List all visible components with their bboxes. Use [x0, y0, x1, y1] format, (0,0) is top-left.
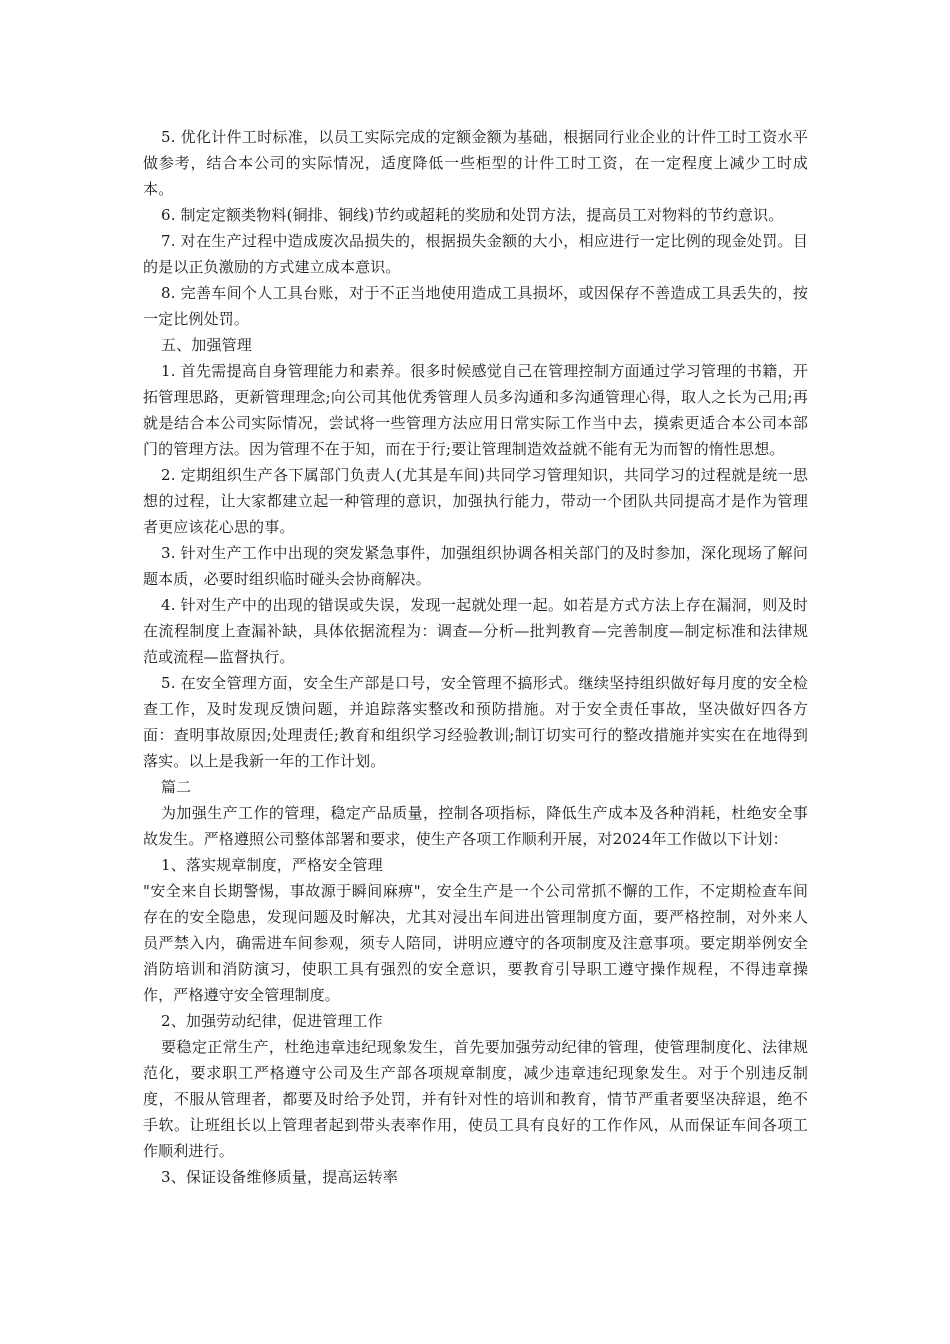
paragraph: 五、加强管理 — [161, 336, 252, 354]
paragraph: 要稳定正常生产，杜绝违章违纪现象发生，首先要加强劳动纪律的管理，使管理制度化、法律规范化，要求职工严格遵守公司及生产部各项规章制度，减少违章违纪现象发生。对于个别违反制度，不服从管理者，都要及时给予处罚，并有针对性的培训和教育，情节严重者要坚决辞退，绝不手软。让班组长以上管理者起到带头表率作用，使员工具有良好的工作作风，从而保证车间各项工作顺利进行。 — [143, 1038, 808, 1160]
paragraph: 1、落实规章制度，严格安全管理 — [161, 856, 383, 874]
paragraph: 8. 完善车间个人工具台账，对于不正当地使用造成工具损坏，或因保存不善造成工具丢失的，按一定比例处罚。 — [143, 284, 808, 328]
paragraph: 5. 在安全管理方面，安全生产部是口号，安全管理不搞形式。继续坚持组织做好每月度的安全检查工作，及时发现反馈问题，并追踪落实整改和预防措施。对于安全责任事故，坚决做好四各方面：查明事故原因;处理责任;教育和组织学习经验教训;制订切实可行的整改措施并实实在在地得到落实。以上是我新一年的工作计划。 — [143, 674, 808, 770]
paragraph: 2. 定期组织生产各下属部门负责人(尤其是车间)共同学习管理知识，共同学习的过程就是统一思想的过程，让大家都建立起一种管理的意识，加强执行能力，带动一个团队共同提高才是作为管理者更应该花心思的事。 — [143, 466, 808, 536]
paragraph: "安全来自长期警惕，事故源于瞬间麻痹"，安全生产是一个公司常抓不懈的工作，不定期检查车间存在的安全隐患，发现问题及时解决，尤其对浸出车间进出管理制度方面，要严格控制，对外来人员严禁入内，确需进车间参观，须专人陪同，讲明应遵守的各项制度及注意事项。要定期举例安全消防培训和消防演习，使职工具有强烈的安全意识，要教育引导职工遵守操作规程，不得违章操作，严格遵守安全管理制度。 — [143, 882, 808, 1004]
paragraph: 6. 制定定额类物料(铜排、铜线)节约或超耗的奖励和处罚方法，提高员工对物料的节约意识。 — [161, 206, 784, 224]
paragraph: 2、加强劳动纪律，促进管理工作 — [161, 1012, 383, 1030]
paragraph: 篇二 — [161, 778, 192, 796]
paragraph: 1. 首先需提高自身管理能力和素养。很多时候感觉自己在管理控制方面通过学习管理的书籍，开拓管理思路，更新管理理念;向公司其他优秀管理人员多沟通和多沟通管理心得，取人之长为己用;再就是结合本公司实际情况，尝试将一些管理方法应用日常实际工作当中去，摸索更适合本公司本部门的管理方法。因为管理不在于知，而在于行;要让管理制造效益就不能有无为而智的惰性思想。 — [143, 362, 808, 458]
paragraph: 5. 优化计件工时标准，以员工实际完成的定额金额为基础，根据同行业企业的计件工时工资水平做参考，结合本公司的实际情况，适度降低一些柜型的计件工时工资，在一定程度上减少工时成本。 — [143, 128, 808, 198]
paragraph: 4. 针对生产中的出现的错误或失误，发现一起就处理一起。如若是方式方法上存在漏洞，则及时在流程制度上查漏补缺，具体依据流程为：调查—分析—批判教育—完善制度—制定标准和法律规范或流程—监督执行。 — [143, 596, 808, 666]
paragraph: 3. 针对生产工作中出现的突发紧急事件，加强组织协调各相关部门的及时参加，深化现场了解问题本质，必要时组织临时碰头会协商解决。 — [143, 544, 808, 588]
document-body — [143, 124, 808, 1190]
paragraph: 为加强生产工作的管理，稳定产品质量，控制各项指标，降低生产成本及各种消耗，杜绝安全事故发生。严格遵照公司整体部署和要求，使生产各项工作顺利开展，对2024年工作做以下计划： — [143, 804, 808, 848]
paragraph: 7. 对在生产过程中造成废次品损失的，根据损失金额的大小，相应进行一定比例的现金处罚。目的是以正负激励的方式建立成本意识。 — [143, 232, 808, 276]
paragraph: 3、保证设备维修质量，提高运转率 — [161, 1168, 398, 1186]
